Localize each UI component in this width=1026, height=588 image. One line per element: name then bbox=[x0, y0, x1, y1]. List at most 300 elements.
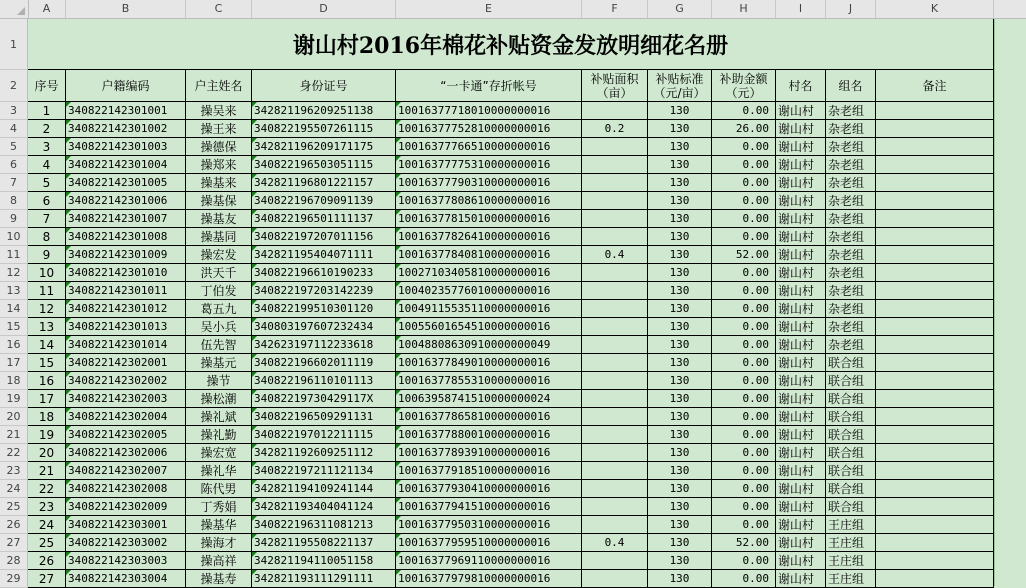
cell-village[interactable]: 谢山村 bbox=[776, 480, 826, 498]
row-header-21[interactable]: 21 bbox=[0, 426, 28, 444]
cell-village[interactable]: 谢山村 bbox=[776, 408, 826, 426]
cell-village[interactable]: 谢山村 bbox=[776, 210, 826, 228]
cell-household-code[interactable]: 340822142301005 bbox=[66, 174, 186, 192]
header-group[interactable]: 组名 bbox=[826, 70, 876, 102]
cell-id-number[interactable]: 340822196709091139 bbox=[252, 192, 396, 210]
cell-account[interactable]: 10016377849010000000016 bbox=[396, 354, 582, 372]
cell-area[interactable] bbox=[582, 444, 648, 462]
row-header-25[interactable]: 25 bbox=[0, 498, 28, 516]
cell-seq[interactable]: 27 bbox=[28, 570, 66, 588]
cell-area[interactable] bbox=[582, 138, 648, 156]
cell-village[interactable]: 谢山村 bbox=[776, 444, 826, 462]
cell-note[interactable] bbox=[876, 372, 994, 390]
cell-village[interactable]: 谢山村 bbox=[776, 192, 826, 210]
cell-village[interactable]: 谢山村 bbox=[776, 282, 826, 300]
cell-owner-name[interactable]: 操礼华 bbox=[186, 462, 252, 480]
cell-standard[interactable]: 130 bbox=[648, 120, 712, 138]
cell-standard[interactable]: 130 bbox=[648, 534, 712, 552]
cell-household-code[interactable]: 340822142301007 bbox=[66, 210, 186, 228]
cell-id-number[interactable]: 342821195404071111 bbox=[252, 246, 396, 264]
column-header-k[interactable]: K bbox=[876, 0, 994, 18]
cell-note[interactable] bbox=[876, 156, 994, 174]
cell-account[interactable]: 10016377855310000000016 bbox=[396, 372, 582, 390]
cell-village[interactable]: 谢山村 bbox=[776, 120, 826, 138]
row-header-12[interactable]: 12 bbox=[0, 264, 28, 282]
cell-note[interactable] bbox=[876, 228, 994, 246]
cell-account[interactable]: 10016377950310000000016 bbox=[396, 516, 582, 534]
header-seq[interactable]: 序号 bbox=[28, 70, 66, 102]
cell-area[interactable] bbox=[582, 516, 648, 534]
row-header-15[interactable]: 15 bbox=[0, 318, 28, 336]
cell-note[interactable] bbox=[876, 102, 994, 120]
cell-standard[interactable]: 130 bbox=[648, 282, 712, 300]
header-note[interactable]: 备注 bbox=[876, 70, 994, 102]
cell-village[interactable]: 谢山村 bbox=[776, 516, 826, 534]
row-header-28[interactable]: 28 bbox=[0, 552, 28, 570]
cell-amount[interactable]: 0.00 bbox=[712, 318, 776, 336]
column-header-c[interactable]: C bbox=[186, 0, 252, 18]
cell-account[interactable]: 10048808630910000000049 bbox=[396, 336, 582, 354]
cell-seq[interactable]: 15 bbox=[28, 354, 66, 372]
cell-standard[interactable]: 130 bbox=[648, 498, 712, 516]
cell-amount[interactable]: 0.00 bbox=[712, 408, 776, 426]
cell-standard[interactable]: 130 bbox=[648, 552, 712, 570]
cell-village[interactable]: 谢山村 bbox=[776, 138, 826, 156]
cell-amount[interactable]: 0.00 bbox=[712, 390, 776, 408]
header-area[interactable]: 补贴面积 （亩） bbox=[582, 70, 648, 102]
cell-amount[interactable]: 0.00 bbox=[712, 552, 776, 570]
cell-standard[interactable]: 130 bbox=[648, 444, 712, 462]
cell-seq[interactable]: 23 bbox=[28, 498, 66, 516]
cell-id-number[interactable]: 340822196501111137 bbox=[252, 210, 396, 228]
cell-account[interactable]: 10055601654510000000016 bbox=[396, 318, 582, 336]
cell-household-code[interactable]: 340822142302008 bbox=[66, 480, 186, 498]
cell-amount[interactable]: 0.00 bbox=[712, 156, 776, 174]
row-header-20[interactable]: 20 bbox=[0, 408, 28, 426]
cell-amount[interactable]: 0.00 bbox=[712, 174, 776, 192]
cell-amount[interactable]: 0.00 bbox=[712, 426, 776, 444]
cell-id-number[interactable]: 34082219730429117X bbox=[252, 390, 396, 408]
cell-household-code[interactable]: 340822142302007 bbox=[66, 462, 186, 480]
cell-id-number[interactable]: 340822196509291131 bbox=[252, 408, 396, 426]
cell-seq[interactable]: 11 bbox=[28, 282, 66, 300]
cell-household-code[interactable]: 340822142301003 bbox=[66, 138, 186, 156]
cell-amount[interactable]: 0.00 bbox=[712, 372, 776, 390]
cell-village[interactable]: 谢山村 bbox=[776, 390, 826, 408]
cell-seq[interactable]: 2 bbox=[28, 120, 66, 138]
cell-amount[interactable]: 0.00 bbox=[712, 444, 776, 462]
header-household-code[interactable]: 户籍编码 bbox=[66, 70, 186, 102]
cell-owner-name[interactable]: 操基来 bbox=[186, 174, 252, 192]
cell-area[interactable]: 0.4 bbox=[582, 534, 648, 552]
cell-standard[interactable]: 130 bbox=[648, 300, 712, 318]
cell-owner-name[interactable]: 操宏发 bbox=[186, 246, 252, 264]
cell-id-number[interactable]: 340822196311081213 bbox=[252, 516, 396, 534]
cell-seq[interactable]: 10 bbox=[28, 264, 66, 282]
cell-area[interactable] bbox=[582, 426, 648, 444]
cell-seq[interactable]: 26 bbox=[28, 552, 66, 570]
cell-village[interactable]: 谢山村 bbox=[776, 354, 826, 372]
cell-amount[interactable]: 0.00 bbox=[712, 336, 776, 354]
cell-household-code[interactable]: 340822142301004 bbox=[66, 156, 186, 174]
cell-amount[interactable]: 0.00 bbox=[712, 480, 776, 498]
cell-id-number[interactable]: 340822196602011119 bbox=[252, 354, 396, 372]
cell-seq[interactable]: 20 bbox=[28, 444, 66, 462]
cell-group[interactable]: 杂老组 bbox=[826, 210, 876, 228]
cell-owner-name[interactable]: 操基友 bbox=[186, 210, 252, 228]
cell-seq[interactable]: 5 bbox=[28, 174, 66, 192]
cell-group[interactable]: 王庄组 bbox=[826, 570, 876, 588]
cell-note[interactable] bbox=[876, 174, 994, 192]
cell-owner-name[interactable]: 葛五九 bbox=[186, 300, 252, 318]
cell-account[interactable]: 10016377808610000000016 bbox=[396, 192, 582, 210]
row-header-5[interactable]: 5 bbox=[0, 138, 28, 156]
cell-note[interactable] bbox=[876, 390, 994, 408]
cell-note[interactable] bbox=[876, 120, 994, 138]
cell-amount[interactable]: 0.00 bbox=[712, 516, 776, 534]
cell-area[interactable] bbox=[582, 462, 648, 480]
cell-village[interactable]: 谢山村 bbox=[776, 534, 826, 552]
cell-household-code[interactable]: 340822142301010 bbox=[66, 264, 186, 282]
cell-group[interactable]: 杂老组 bbox=[826, 156, 876, 174]
cell-household-code[interactable]: 340822142303002 bbox=[66, 534, 186, 552]
cell-note[interactable] bbox=[876, 282, 994, 300]
cell-standard[interactable]: 130 bbox=[648, 390, 712, 408]
cell-group[interactable]: 联合组 bbox=[826, 408, 876, 426]
cell-seq[interactable]: 13 bbox=[28, 318, 66, 336]
cell-household-code[interactable]: 340822142302001 bbox=[66, 354, 186, 372]
cell-account[interactable]: 10016377766510000000016 bbox=[396, 138, 582, 156]
cell-id-number[interactable]: 340822196610190233 bbox=[252, 264, 396, 282]
cell-village[interactable]: 谢山村 bbox=[776, 498, 826, 516]
cell-id-number[interactable]: 342821194109241144 bbox=[252, 480, 396, 498]
cell-note[interactable] bbox=[876, 408, 994, 426]
cell-owner-name[interactable]: 操基寿 bbox=[186, 570, 252, 588]
row-header-19[interactable]: 19 bbox=[0, 390, 28, 408]
cell-standard[interactable]: 130 bbox=[648, 228, 712, 246]
row-header-23[interactable]: 23 bbox=[0, 462, 28, 480]
column-header-d[interactable]: D bbox=[252, 0, 396, 18]
cell-group[interactable]: 杂老组 bbox=[826, 102, 876, 120]
cell-account[interactable]: 10063958741510000000024 bbox=[396, 390, 582, 408]
cell-account[interactable]: 10016377941510000000016 bbox=[396, 498, 582, 516]
column-header-g[interactable]: G bbox=[648, 0, 712, 18]
cell-group[interactable]: 联合组 bbox=[826, 372, 876, 390]
cell-area[interactable] bbox=[582, 228, 648, 246]
cell-note[interactable] bbox=[876, 318, 994, 336]
cell-standard[interactable]: 130 bbox=[648, 246, 712, 264]
cell-seq[interactable]: 12 bbox=[28, 300, 66, 318]
cell-amount[interactable]: 0.00 bbox=[712, 570, 776, 588]
cell-id-number[interactable]: 342821192609251112 bbox=[252, 444, 396, 462]
cell-standard[interactable]: 130 bbox=[648, 210, 712, 228]
cell-group[interactable]: 联合组 bbox=[826, 354, 876, 372]
cell-seq[interactable]: 7 bbox=[28, 210, 66, 228]
cell-note[interactable] bbox=[876, 210, 994, 228]
cell-village[interactable]: 谢山村 bbox=[776, 228, 826, 246]
cell-owner-name[interactable]: 吴小兵 bbox=[186, 318, 252, 336]
cell-household-code[interactable]: 340822142302002 bbox=[66, 372, 186, 390]
cell-group[interactable]: 联合组 bbox=[826, 498, 876, 516]
column-header-f[interactable]: F bbox=[582, 0, 648, 18]
column-header-i[interactable]: I bbox=[776, 0, 826, 18]
cell-account[interactable]: 10016377718010000000016 bbox=[396, 102, 582, 120]
cell-account[interactable]: 10049115535110000000016 bbox=[396, 300, 582, 318]
cell-id-number[interactable]: 342821194110051158 bbox=[252, 552, 396, 570]
cell-group[interactable]: 联合组 bbox=[826, 390, 876, 408]
cell-area[interactable] bbox=[582, 354, 648, 372]
sheet-title[interactable]: 谢山村2016年棉花补贴资金发放明细花名册 bbox=[28, 19, 994, 70]
cell-account[interactable]: 10016377826410000000016 bbox=[396, 228, 582, 246]
cell-id-number[interactable]: 342821196801221157 bbox=[252, 174, 396, 192]
cell-area[interactable] bbox=[582, 192, 648, 210]
header-owner-name[interactable]: 户主姓名 bbox=[186, 70, 252, 102]
cell-seq[interactable]: 16 bbox=[28, 372, 66, 390]
cell-group[interactable]: 联合组 bbox=[826, 480, 876, 498]
cell-area[interactable]: 0.2 bbox=[582, 120, 648, 138]
cell-standard[interactable]: 130 bbox=[648, 174, 712, 192]
cell-note[interactable] bbox=[876, 300, 994, 318]
cell-standard[interactable]: 130 bbox=[648, 570, 712, 588]
cell-owner-name[interactable]: 操礼斌 bbox=[186, 408, 252, 426]
row-header-16[interactable]: 16 bbox=[0, 336, 28, 354]
cell-area[interactable] bbox=[582, 174, 648, 192]
cell-id-number[interactable]: 342821196209171175 bbox=[252, 138, 396, 156]
cell-seq[interactable]: 1 bbox=[28, 102, 66, 120]
cell-seq[interactable]: 9 bbox=[28, 246, 66, 264]
cell-household-code[interactable]: 340822142301012 bbox=[66, 300, 186, 318]
cell-group[interactable]: 联合组 bbox=[826, 462, 876, 480]
header-id-number[interactable]: 身份证号 bbox=[252, 70, 396, 102]
cell-amount[interactable]: 26.00 bbox=[712, 120, 776, 138]
cell-area[interactable] bbox=[582, 318, 648, 336]
cell-area[interactable] bbox=[582, 552, 648, 570]
cell-owner-name[interactable]: 操基同 bbox=[186, 228, 252, 246]
cell-owner-name[interactable]: 操吴来 bbox=[186, 102, 252, 120]
cell-group[interactable]: 杂老组 bbox=[826, 264, 876, 282]
column-header-b[interactable]: B bbox=[66, 0, 186, 18]
header-village[interactable]: 村名 bbox=[776, 70, 826, 102]
cell-household-code[interactable]: 340822142302009 bbox=[66, 498, 186, 516]
cell-area[interactable] bbox=[582, 300, 648, 318]
row-header-13[interactable]: 13 bbox=[0, 282, 28, 300]
cell-account[interactable]: 10027103405810000000016 bbox=[396, 264, 582, 282]
row-header-27[interactable]: 27 bbox=[0, 534, 28, 552]
row-header-22[interactable]: 22 bbox=[0, 444, 28, 462]
cell-account[interactable]: 10016377790310000000016 bbox=[396, 174, 582, 192]
row-header-11[interactable]: 11 bbox=[0, 246, 28, 264]
cell-note[interactable] bbox=[876, 336, 994, 354]
cell-group[interactable]: 杂老组 bbox=[826, 336, 876, 354]
cell-village[interactable]: 谢山村 bbox=[776, 570, 826, 588]
cell-seq[interactable]: 17 bbox=[28, 390, 66, 408]
cell-owner-name[interactable]: 丁伯发 bbox=[186, 282, 252, 300]
cell-amount[interactable]: 0.00 bbox=[712, 210, 776, 228]
cell-owner-name[interactable]: 操基元 bbox=[186, 354, 252, 372]
cell-note[interactable] bbox=[876, 498, 994, 516]
cell-household-code[interactable]: 340822142301011 bbox=[66, 282, 186, 300]
cell-note[interactable] bbox=[876, 480, 994, 498]
cell-village[interactable]: 谢山村 bbox=[776, 174, 826, 192]
cell-standard[interactable]: 130 bbox=[648, 462, 712, 480]
cell-standard[interactable]: 130 bbox=[648, 336, 712, 354]
cell-amount[interactable]: 0.00 bbox=[712, 102, 776, 120]
cell-owner-name[interactable]: 操松潮 bbox=[186, 390, 252, 408]
cell-standard[interactable]: 130 bbox=[648, 318, 712, 336]
cell-amount[interactable]: 52.00 bbox=[712, 534, 776, 552]
cell-note[interactable] bbox=[876, 570, 994, 588]
cell-id-number[interactable]: 340822197012211115 bbox=[252, 426, 396, 444]
cell-seq[interactable]: 21 bbox=[28, 462, 66, 480]
cell-group[interactable]: 王庄组 bbox=[826, 552, 876, 570]
cell-amount[interactable]: 0.00 bbox=[712, 228, 776, 246]
cell-note[interactable] bbox=[876, 534, 994, 552]
cell-note[interactable] bbox=[876, 552, 994, 570]
cell-area[interactable] bbox=[582, 390, 648, 408]
row-header-1[interactable]: 1 bbox=[0, 19, 28, 70]
cell-owner-name[interactable]: 操宏宽 bbox=[186, 444, 252, 462]
cell-standard[interactable]: 130 bbox=[648, 138, 712, 156]
row-header-17[interactable]: 17 bbox=[0, 354, 28, 372]
row-header-3[interactable]: 3 bbox=[0, 102, 28, 120]
cell-group[interactable]: 杂老组 bbox=[826, 318, 876, 336]
cell-village[interactable]: 谢山村 bbox=[776, 552, 826, 570]
cell-amount[interactable]: 0.00 bbox=[712, 300, 776, 318]
cell-household-code[interactable]: 340822142301001 bbox=[66, 102, 186, 120]
cell-id-number[interactable]: 340803197607232434 bbox=[252, 318, 396, 336]
cell-amount[interactable]: 52.00 bbox=[712, 246, 776, 264]
row-header-29[interactable]: 29 bbox=[0, 570, 28, 588]
cell-village[interactable]: 谢山村 bbox=[776, 264, 826, 282]
cell-household-code[interactable]: 340822142301009 bbox=[66, 246, 186, 264]
cell-seq[interactable]: 18 bbox=[28, 408, 66, 426]
cell-owner-name[interactable]: 操德保 bbox=[186, 138, 252, 156]
cell-household-code[interactable]: 340822142301002 bbox=[66, 120, 186, 138]
cell-seq[interactable]: 3 bbox=[28, 138, 66, 156]
cell-amount[interactable]: 0.00 bbox=[712, 282, 776, 300]
cell-owner-name[interactable]: 操基保 bbox=[186, 192, 252, 210]
cell-note[interactable] bbox=[876, 192, 994, 210]
cell-area[interactable] bbox=[582, 102, 648, 120]
cell-standard[interactable]: 130 bbox=[648, 192, 712, 210]
cell-area[interactable] bbox=[582, 336, 648, 354]
cell-id-number[interactable]: 340822197207011156 bbox=[252, 228, 396, 246]
cell-note[interactable] bbox=[876, 138, 994, 156]
cell-account[interactable]: 10016377979810000000016 bbox=[396, 570, 582, 588]
cell-village[interactable]: 谢山村 bbox=[776, 462, 826, 480]
cell-household-code[interactable]: 340822142303003 bbox=[66, 552, 186, 570]
row-header-10[interactable]: 10 bbox=[0, 228, 28, 246]
cell-id-number[interactable]: 342821195508221137 bbox=[252, 534, 396, 552]
column-header-h[interactable]: H bbox=[712, 0, 776, 18]
cell-note[interactable] bbox=[876, 264, 994, 282]
cell-household-code[interactable]: 340822142301013 bbox=[66, 318, 186, 336]
cell-seq[interactable]: 6 bbox=[28, 192, 66, 210]
cell-id-number[interactable]: 342623197112233618 bbox=[252, 336, 396, 354]
cell-id-number[interactable]: 340822199510301120 bbox=[252, 300, 396, 318]
cell-id-number[interactable]: 340822196503051115 bbox=[252, 156, 396, 174]
cell-area[interactable] bbox=[582, 408, 648, 426]
cell-owner-name[interactable]: 操礼勤 bbox=[186, 426, 252, 444]
cell-id-number[interactable]: 340822196110101113 bbox=[252, 372, 396, 390]
cell-amount[interactable]: 0.00 bbox=[712, 498, 776, 516]
cell-account[interactable]: 10016377752810000000016 bbox=[396, 120, 582, 138]
cell-note[interactable] bbox=[876, 354, 994, 372]
cell-account[interactable]: 10016377840810000000016 bbox=[396, 246, 582, 264]
cell-note[interactable] bbox=[876, 444, 994, 462]
cell-seq[interactable]: 24 bbox=[28, 516, 66, 534]
cell-amount[interactable]: 0.00 bbox=[712, 138, 776, 156]
cell-owner-name[interactable]: 操海才 bbox=[186, 534, 252, 552]
cell-area[interactable] bbox=[582, 570, 648, 588]
row-header-4[interactable]: 4 bbox=[0, 120, 28, 138]
cell-area[interactable] bbox=[582, 156, 648, 174]
cell-owner-name[interactable]: 洪天千 bbox=[186, 264, 252, 282]
cell-standard[interactable]: 130 bbox=[648, 264, 712, 282]
cell-household-code[interactable]: 340822142302003 bbox=[66, 390, 186, 408]
cell-household-code[interactable]: 340822142302004 bbox=[66, 408, 186, 426]
cell-account[interactable]: 10016377918510000000016 bbox=[396, 462, 582, 480]
cell-group[interactable]: 杂老组 bbox=[826, 282, 876, 300]
cell-account[interactable]: 10016377969110000000016 bbox=[396, 552, 582, 570]
cell-group[interactable]: 杂老组 bbox=[826, 120, 876, 138]
column-header-a[interactable]: A bbox=[28, 0, 66, 18]
cell-village[interactable]: 谢山村 bbox=[776, 300, 826, 318]
cell-household-code[interactable]: 340822142303001 bbox=[66, 516, 186, 534]
cell-note[interactable] bbox=[876, 462, 994, 480]
cell-owner-name[interactable]: 操郑来 bbox=[186, 156, 252, 174]
cell-account[interactable]: 10016377775310000000016 bbox=[396, 156, 582, 174]
select-all-corner[interactable] bbox=[0, 0, 29, 18]
cell-seq[interactable]: 25 bbox=[28, 534, 66, 552]
cell-owner-name[interactable]: 操高祥 bbox=[186, 552, 252, 570]
cell-area[interactable] bbox=[582, 480, 648, 498]
cell-village[interactable]: 谢山村 bbox=[776, 318, 826, 336]
cell-group[interactable]: 杂老组 bbox=[826, 228, 876, 246]
cell-household-code[interactable]: 340822142302005 bbox=[66, 426, 186, 444]
cell-seq[interactable]: 22 bbox=[28, 480, 66, 498]
cell-household-code[interactable]: 340822142302006 bbox=[66, 444, 186, 462]
cell-area[interactable] bbox=[582, 498, 648, 516]
cell-amount[interactable]: 0.00 bbox=[712, 354, 776, 372]
cell-standard[interactable]: 130 bbox=[648, 372, 712, 390]
cell-id-number[interactable]: 342821193404041124 bbox=[252, 498, 396, 516]
cell-account[interactable]: 10016377815010000000016 bbox=[396, 210, 582, 228]
header-standard[interactable]: 补贴标准 （元/亩） bbox=[648, 70, 712, 102]
cell-standard[interactable]: 130 bbox=[648, 408, 712, 426]
row-header-8[interactable]: 8 bbox=[0, 192, 28, 210]
cell-id-number[interactable]: 342821196209251138 bbox=[252, 102, 396, 120]
cell-account[interactable]: 10016377865810000000016 bbox=[396, 408, 582, 426]
cell-account[interactable]: 10016377893910000000016 bbox=[396, 444, 582, 462]
cell-standard[interactable]: 130 bbox=[648, 426, 712, 444]
row-header-18[interactable]: 18 bbox=[0, 372, 28, 390]
cell-standard[interactable]: 130 bbox=[648, 516, 712, 534]
cell-group[interactable]: 杂老组 bbox=[826, 192, 876, 210]
cell-group[interactable]: 杂老组 bbox=[826, 138, 876, 156]
cell-account[interactable]: 10016377880010000000016 bbox=[396, 426, 582, 444]
cell-seq[interactable]: 14 bbox=[28, 336, 66, 354]
cell-village[interactable]: 谢山村 bbox=[776, 246, 826, 264]
cell-owner-name[interactable]: 操王来 bbox=[186, 120, 252, 138]
row-header-7[interactable]: 7 bbox=[0, 174, 28, 192]
cell-owner-name[interactable]: 伍先智 bbox=[186, 336, 252, 354]
cell-group[interactable]: 杂老组 bbox=[826, 174, 876, 192]
cell-household-code[interactable]: 340822142301014 bbox=[66, 336, 186, 354]
cell-group[interactable]: 王庄组 bbox=[826, 534, 876, 552]
row-header-6[interactable]: 6 bbox=[0, 156, 28, 174]
cell-id-number[interactable]: 342821193111291111 bbox=[252, 570, 396, 588]
